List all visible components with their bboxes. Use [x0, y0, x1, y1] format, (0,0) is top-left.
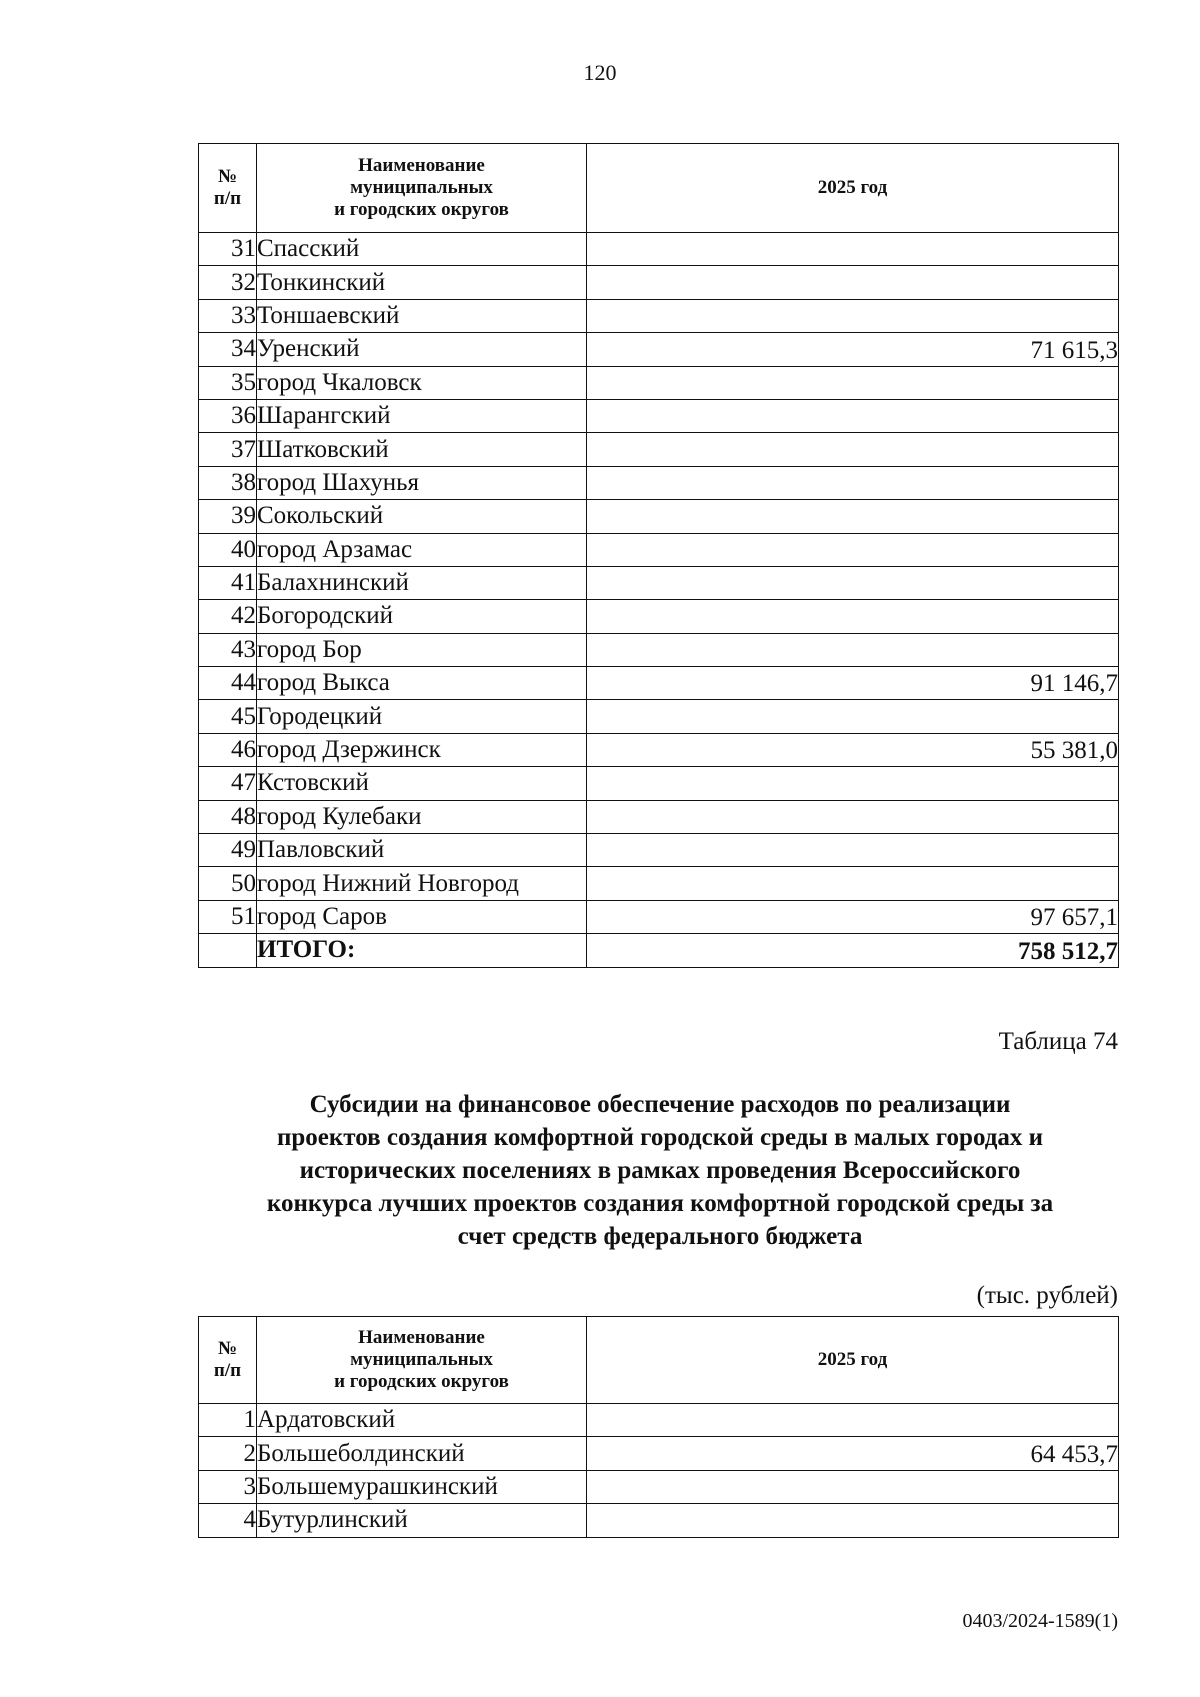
section-title: Субсидии на финансовое обеспечение расходов по реализации проектов создания комфортной городской среды в малых городах и исторических поселениях в рамках проведения Всероссийского конкурса лучших проектов создания комфортной городской среды за счет средств федерального бюджета	[266, 1091, 1054, 1250]
table-row	[199, 1504, 1119, 1537]
row-value	[587, 433, 1119, 466]
row-number: 33	[199, 299, 257, 332]
row-value: 97 657,1	[587, 900, 1119, 933]
table-row	[199, 1404, 1119, 1437]
row-number: 38	[199, 466, 257, 499]
row-name: город Выкса	[257, 667, 587, 700]
row-name: Большеболдинский	[257, 1437, 587, 1470]
row-name: Городецкий	[257, 700, 587, 733]
table-row	[199, 667, 1119, 700]
table-row	[199, 333, 1119, 366]
row-value	[587, 1504, 1119, 1537]
row-number: 37	[199, 433, 257, 466]
row-value: 71 615,3	[587, 333, 1119, 366]
row-name: Спасский	[257, 233, 587, 266]
row-name: Тоншаевский	[257, 299, 587, 332]
row-value	[587, 633, 1119, 666]
row-value	[587, 533, 1119, 566]
total-label: ИТОГО:	[257, 934, 587, 967]
row-value	[587, 867, 1119, 900]
row-name: город Чкаловск	[257, 366, 587, 399]
row-number: 35	[199, 366, 257, 399]
row-number: 49	[199, 834, 257, 867]
row-number: 46	[199, 733, 257, 766]
row-value	[587, 1470, 1119, 1503]
table-row	[199, 900, 1119, 933]
table-row	[199, 867, 1119, 900]
row-number: 44	[199, 667, 257, 700]
row-number: 47	[199, 767, 257, 800]
row-value	[587, 1404, 1119, 1437]
row-number: 1	[199, 1404, 257, 1437]
table-body	[199, 1404, 1119, 1538]
row-number: 50	[199, 867, 257, 900]
row-name: город Кулебаки	[257, 800, 587, 833]
table-row	[199, 299, 1119, 332]
table-row	[199, 466, 1119, 499]
row-name: Бутурлинский	[257, 1504, 587, 1537]
row-value	[587, 800, 1119, 833]
row-name: Уренский	[257, 333, 587, 366]
table-row	[199, 600, 1119, 633]
row-value	[587, 834, 1119, 867]
row-name: город Шахунья	[257, 466, 587, 499]
row-name: Большемурашкинский	[257, 1470, 587, 1503]
subsidies-table	[198, 1316, 1119, 1538]
row-number: 31	[199, 233, 257, 266]
row-value	[587, 767, 1119, 800]
table-label: Таблица 74	[998, 1028, 1118, 1055]
row-value	[587, 600, 1119, 633]
row-value: 55 381,0	[587, 733, 1119, 766]
table-row	[199, 266, 1119, 299]
table-body	[199, 233, 1119, 968]
row-value: 91 146,7	[587, 667, 1119, 700]
row-name: город Нижний Новгород	[257, 867, 587, 900]
header-name-label: Наименование муниципальных и городских округов	[334, 1327, 509, 1392]
table-header-row	[199, 144, 1119, 233]
total-row	[199, 934, 1119, 967]
total-value: 758 512,7	[587, 934, 1119, 967]
header-number-label: № п/п	[213, 1338, 242, 1381]
row-name: город Арзамас	[257, 533, 587, 566]
row-value	[587, 399, 1119, 432]
table-row	[199, 399, 1119, 432]
row-value	[587, 266, 1119, 299]
header-name	[257, 144, 587, 233]
header-number-label: № п/п	[213, 166, 242, 209]
row-name: Павловский	[257, 834, 587, 867]
municipal-table-continued	[198, 143, 1119, 968]
header-year-label: 2025 год	[817, 1349, 888, 1370]
table-row	[199, 1437, 1119, 1470]
document-code: 0403/2024-1589(1)	[962, 1610, 1118, 1632]
row-number: 34	[199, 333, 257, 366]
row-name: Тонкинский	[257, 266, 587, 299]
row-name: город Бор	[257, 633, 587, 666]
row-name: Шарангский	[257, 399, 587, 432]
row-number: 41	[199, 566, 257, 599]
row-name: Балахнинский	[257, 566, 587, 599]
row-value	[587, 366, 1119, 399]
row-value	[587, 233, 1119, 266]
table-row	[199, 767, 1119, 800]
table-row	[199, 1470, 1119, 1503]
row-number: 40	[199, 533, 257, 566]
row-number: 39	[199, 500, 257, 533]
row-value	[587, 500, 1119, 533]
row-number: 42	[199, 600, 257, 633]
row-number: 45	[199, 700, 257, 733]
row-number: 51	[199, 900, 257, 933]
page-number: 120	[583, 60, 617, 85]
table-row	[199, 700, 1119, 733]
row-value: 64 453,7	[587, 1437, 1119, 1470]
table-row	[199, 733, 1119, 766]
row-number: 36	[199, 399, 257, 432]
table-row	[199, 433, 1119, 466]
row-name: Ардатовский	[257, 1404, 587, 1437]
row-name: город Дзержинск	[257, 733, 587, 766]
row-name: Сокольский	[257, 500, 587, 533]
table-row	[199, 800, 1119, 833]
header-number	[199, 1317, 257, 1404]
row-number: 48	[199, 800, 257, 833]
header-name	[257, 1317, 587, 1404]
row-name: Шатковский	[257, 433, 587, 466]
table-row	[199, 834, 1119, 867]
row-number: 43	[199, 633, 257, 666]
row-number: 3	[199, 1470, 257, 1503]
header-name-label: Наименование муниципальных и городских округов	[334, 155, 509, 220]
row-value	[587, 700, 1119, 733]
header-number	[199, 144, 257, 233]
header-year-label: 2025 год	[817, 177, 888, 198]
table-row	[199, 533, 1119, 566]
table-row	[199, 366, 1119, 399]
table-header-row	[199, 1317, 1119, 1404]
table-row	[199, 500, 1119, 533]
table-row	[199, 233, 1119, 266]
row-name: город Саров	[257, 900, 587, 933]
row-value	[587, 566, 1119, 599]
table-row	[199, 566, 1119, 599]
row-value	[587, 299, 1119, 332]
total-number-cell	[199, 934, 257, 967]
row-name: Богородский	[257, 600, 587, 633]
row-number: 32	[199, 266, 257, 299]
table-row	[199, 633, 1119, 666]
row-number: 2	[199, 1437, 257, 1470]
units-label: (тыс. рублей)	[976, 1282, 1118, 1309]
header-year	[587, 1317, 1119, 1404]
row-name: Кстовский	[257, 767, 587, 800]
header-year	[587, 144, 1119, 233]
row-value	[587, 466, 1119, 499]
row-number: 4	[199, 1504, 257, 1537]
